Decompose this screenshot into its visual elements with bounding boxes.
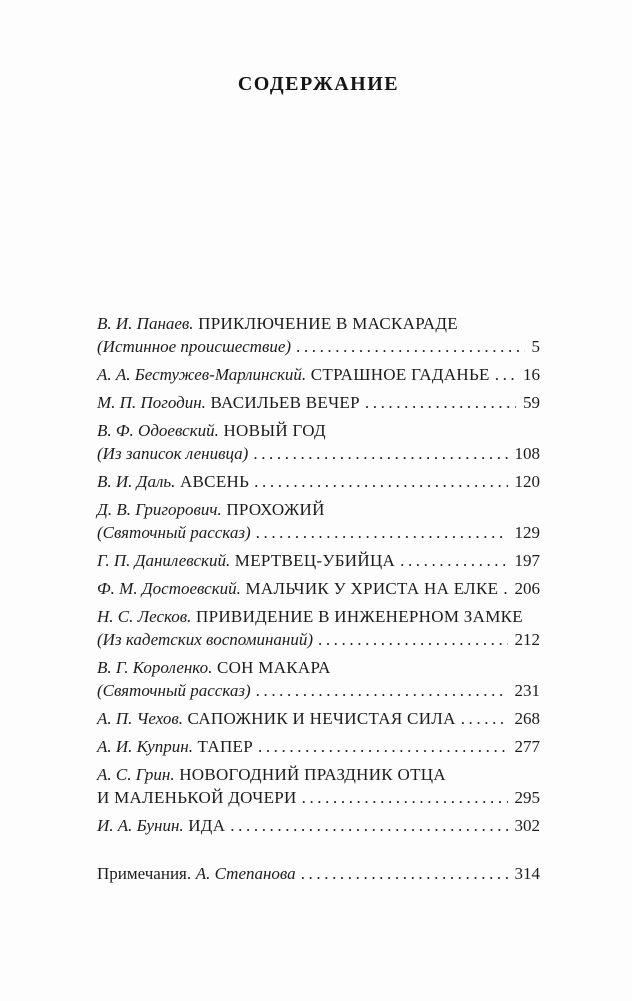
toc-line: [97, 656, 540, 679]
toc-entry: [97, 363, 540, 386]
author-name: А. И. Куприн.: [97, 737, 193, 756]
author-name: Ф. М. Достоевский.: [97, 579, 241, 598]
toc-line: [97, 605, 540, 628]
toc-entry: [97, 735, 540, 758]
dot-leader: [302, 786, 508, 809]
work-subtitle: (Из кадетских воспоминаний): [97, 630, 313, 649]
toc-line: [97, 470, 540, 493]
toc-line: [97, 419, 540, 442]
work-subtitle: (Истинное происшествие): [97, 337, 292, 356]
page-number: 212: [514, 630, 540, 649]
toc-entry: [97, 312, 540, 358]
dot-leader: [296, 335, 524, 358]
toc-line: [97, 862, 540, 885]
dot-leader: [461, 707, 508, 730]
work-title: ПРИВИДЕНИЕ В ИНЖЕНЕРНОМ ЗАМКЕ: [196, 607, 523, 626]
author-name: В. Ф. Одоевский.: [97, 421, 219, 440]
dot-leader: [495, 363, 516, 386]
toc-entry: [97, 549, 540, 572]
dot-leader: [230, 814, 507, 837]
page-number: 5: [531, 337, 540, 356]
toc-entry: [97, 577, 540, 600]
toc-line: [97, 763, 540, 786]
dot-leader: [253, 442, 507, 465]
toc-entry: [97, 419, 540, 465]
toc-entry: [97, 656, 540, 702]
toc-line: [97, 577, 540, 600]
toc-entry: [97, 470, 540, 493]
toc-line: [97, 786, 540, 809]
work-subtitle: (Из записок ленивца): [97, 444, 249, 463]
work-title: МЕРТВЕЦ-УБИЙЦА: [234, 551, 396, 570]
dot-leader: [254, 470, 507, 493]
author-name: А. С. Грин.: [97, 765, 175, 784]
toc-line: [97, 335, 540, 358]
toc-entry: [97, 814, 540, 837]
dot-leader: [258, 735, 508, 758]
author-name: А. П. Чехов.: [97, 709, 183, 728]
page-number: 314: [514, 864, 540, 883]
dot-leader: [256, 679, 508, 702]
work-title: ИДА: [188, 816, 226, 835]
page-number: 206: [514, 579, 540, 598]
author-name: Д. В. Григорович.: [97, 500, 222, 519]
work-title: НОВЫЙ ГОД: [223, 421, 326, 440]
work-title: И МАЛЕНЬКОЙ ДОЧЕРИ: [97, 788, 297, 807]
toc-line: [97, 521, 540, 544]
toc-entry: [97, 498, 540, 544]
toc-line: [97, 814, 540, 837]
work-title: ПРОХОЖИЙ: [226, 500, 325, 519]
dot-leader: [301, 862, 508, 885]
dot-leader: [503, 577, 507, 600]
work-title: ПРИКЛЮЧЕНИЕ В МАСКАРАДЕ: [198, 314, 458, 333]
work-subtitle: (Святочный рассказ): [97, 523, 251, 542]
dot-leader: [400, 549, 507, 572]
toc-line: [97, 442, 540, 465]
work-title: АВСЕНЬ: [179, 472, 250, 491]
author-name: Н. С. Лесков.: [97, 607, 192, 626]
page-number: 120: [514, 472, 540, 491]
author-name: В. Г. Короленко.: [97, 658, 213, 677]
author-name: М. П. Погодин.: [97, 393, 206, 412]
page-number: 59: [523, 393, 540, 412]
page-number: 302: [514, 816, 540, 835]
toc-line: [97, 549, 540, 572]
author-name: И. А. Бунин.: [97, 816, 184, 835]
dot-leader: [365, 391, 516, 414]
toc-line: [97, 363, 540, 386]
work-title: СОН МАКАРА: [216, 658, 331, 677]
work-title: МАЛЬЧИК У ХРИСТА НА ЕЛКЕ: [245, 579, 499, 598]
toc-line: [97, 312, 540, 335]
entry-text: Примечания.: [97, 864, 192, 883]
page-number: 108: [514, 444, 540, 463]
toc-line: [97, 391, 540, 414]
toc-line: [97, 707, 540, 730]
author-name: В. И. Панаев.: [97, 314, 194, 333]
dot-leader: [256, 521, 508, 544]
toc-line: [97, 498, 540, 521]
page-number: 277: [514, 737, 540, 756]
toc-entry: [97, 763, 540, 809]
author-name: А. А. Бестужев-Марлинский.: [97, 365, 307, 384]
author-name: А. Степанова: [195, 864, 296, 883]
work-title: ВАСИЛЬЕВ ВЕЧЕР: [210, 393, 360, 412]
author-name: В. И. Даль.: [97, 472, 176, 491]
page-title: СОДЕРЖАНИЕ: [237, 73, 400, 95]
page-number: 295: [514, 788, 540, 807]
work-title: НОВОГОДНИЙ ПРАЗДНИК ОТЦА: [179, 765, 446, 784]
toc-line: [97, 628, 540, 651]
page-number: 197: [514, 551, 540, 570]
toc-entry: [97, 391, 540, 414]
toc-line: [97, 735, 540, 758]
toc-line: [97, 679, 540, 702]
dot-leader: [318, 628, 508, 651]
work-subtitle: (Святочный рассказ): [97, 681, 251, 700]
page-number: 231: [514, 681, 540, 700]
page-number: 16: [523, 365, 540, 384]
work-title: САПОЖНИК И НЕЧИСТАЯ СИЛА: [187, 709, 456, 728]
work-title: СТРАШНОЕ ГАДАНЬЕ: [310, 365, 490, 384]
page-number: 268: [514, 709, 540, 728]
toc-entry: [97, 605, 540, 651]
table-of-contents: [97, 312, 540, 885]
page-number: 129: [514, 523, 540, 542]
author-name: Г. П. Данилевский.: [97, 551, 231, 570]
toc-entry: [97, 862, 540, 885]
work-title: ТАПЕР: [197, 737, 253, 756]
toc-entry: [97, 707, 540, 730]
